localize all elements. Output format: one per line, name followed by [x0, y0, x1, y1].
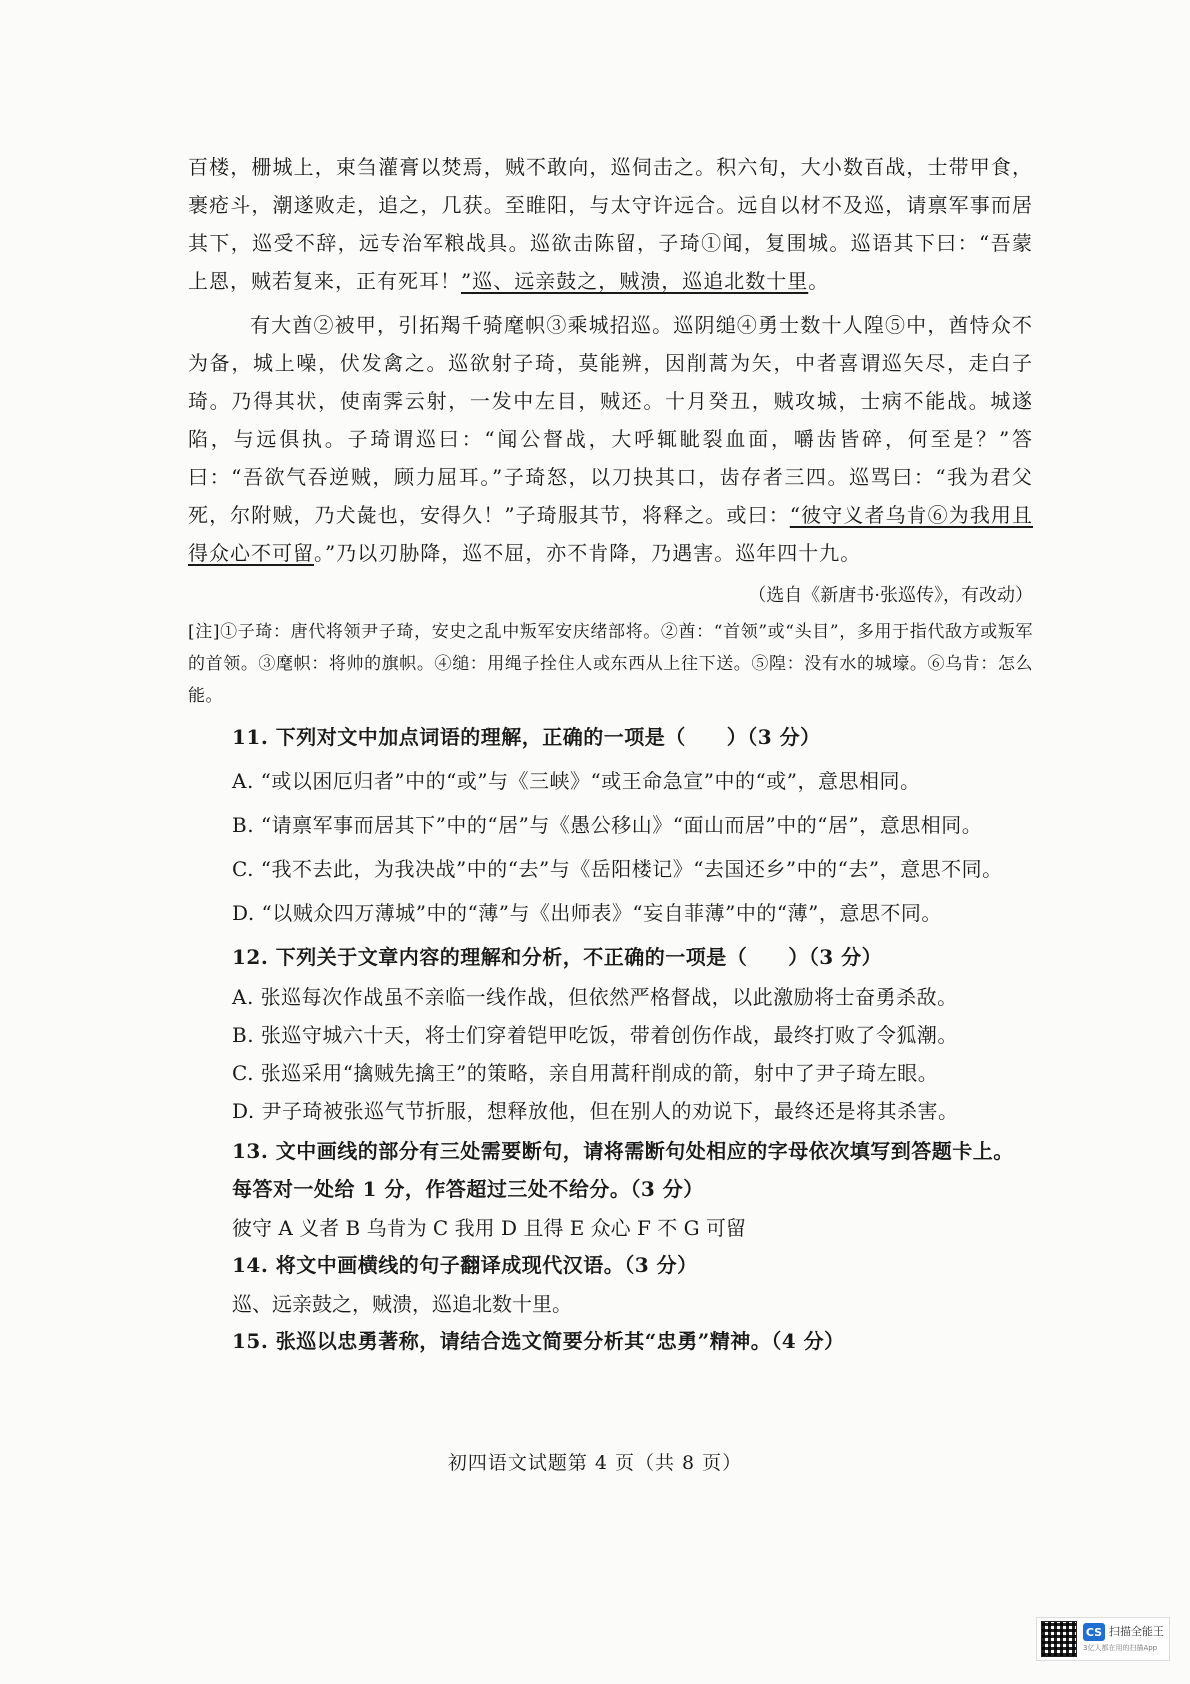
question-11-option-a: A. “或以困厄归者”中的“或”与《三峡》“或王命急宣”中的“或”，意思相同。 — [232, 769, 921, 793]
passage-paragraph-1 — [188, 148, 1033, 300]
passage-text: 百楼，栅城上，束刍灌膏以焚焉，贼不敢向，巡伺击之。积六旬，大小数百战，士带甲食，裹疮斗，潮遂败走，追之，几获。至睢阳，与太守许远合。远自以材不及巡，请禀军事而居其下，巡受不辞，远专治军粮战具。巡欲击陈留，子琦①闻，复围城。巡语其下曰：“吾蒙上恩，贼若复来，正有死耳！ — [188, 155, 1033, 293]
underlined-sentence: ”巡、远亲鼓之，贼溃，巡追北数十里 — [461, 269, 809, 293]
question-14-stem: 14. 将文中画横线的句子翻译成现代汉语。（3 分） — [232, 1253, 698, 1277]
question-11-option-c: C. “我不去此，为我决战”中的“去”与《岳阳楼记》“去国还乡”中的“去”，意思不同。 — [232, 857, 1003, 881]
underlined-segment: “彼守义者乌肯⑥为我用且得众心不可留 — [188, 503, 1033, 565]
exam-page — [188, 148, 1033, 1360]
question-12-option-c: C. 张巡采用“擒贼先擒王”的策略，亲自用蒿秆削成的箭，射中了尹子琦左眼。 — [232, 1061, 939, 1085]
passage-text: 。”乃以刃胁降，巡不屈，亦不肯降，乃遇害。巡年四十九。 — [314, 541, 862, 565]
qr-code-icon — [1041, 1621, 1077, 1657]
question-15-stem: 15. 张巡以忠勇著称，请结合选文简要分析其“忠勇”精神。（4 分） — [232, 1329, 845, 1353]
question-12-option-a: A. 张巡每次作战虽不亲临一线作战，但依然严格督战，以此激励将士奋勇杀敌。 — [232, 985, 958, 1009]
passage-text: 。 — [808, 269, 830, 293]
scanner-subtitle: 3亿人都在用的扫描App — [1083, 1644, 1158, 1652]
question-11-option-d: D. “以贼众四万薄城”中的“薄”与《出师表》“妄自菲薄”中的“薄”，意思不同。 — [232, 901, 942, 925]
question-13-stem: 13. 文中画线的部分有三处需要断句，请将需断句处相应的字母依次填写到答题卡上。每答对一处给 1 分，作答超过三处不给分。（3 分） — [232, 1139, 1014, 1201]
question-12-option-d: D. 尹子琦被张巡气节折服，想释放他，但在别人的劝说下，最终还是将其杀害。 — [232, 1099, 959, 1123]
annotation-notes: [注]①子琦：唐代将领尹子琦，安史之乱中叛军安庆绪部将。②酋：“首领”或“头目”，多用于指代敌方或叛军的首领。③麾帜：将帅的旗帜。④缒：用绳子拴住人或东西从上往下送。⑤隍：没有水的城壕。⑥乌肯：怎么能。 — [188, 622, 1033, 706]
question-14-text: 巡、远亲鼓之，贼溃，巡追北数十里。 — [232, 1292, 572, 1316]
question-12-option-b: B. 张巡守城六十天，将士们穿着铠甲吃饭，带着创伤作战，最终打败了令狐潮。 — [232, 1023, 958, 1047]
page-footer: 初四语文试题第 4 页（共 8 页） — [447, 1452, 743, 1474]
scanner-watermark — [1036, 1617, 1170, 1661]
question-11-stem: 11. 下列对文中加点词语的理解，正确的一项是（ ）（3 分） — [232, 725, 821, 749]
scanner-title: 扫描全能王 — [1109, 1625, 1164, 1638]
passage-text: 有大酋②被甲，引拓羯千骑麾帜③乘城招巡。巡阴缒④勇士数十人隍⑤中，酋恃众不为备，城上噪，伏发禽之。巡欲射子琦，莫能辨，因削蒿为矢，中者喜谓巡矢尽，走白子琦。乃得其状，使南霁云射，一发中左目，贼还。十月癸丑，贼攻城，士病不能战。城遂陷，与远俱执。子琦谓巡曰：“闻公督战，大呼辄眦裂血面，嚼齿皆碎，何至是？”答曰：“吾欲气吞逆贼，顾力屈耳。”子琦怒，以刀抉其口，齿存者三四。巡骂曰：“我为君父死，尔附贼，乃犬彘也，安得久！”子琦服其节，将释之。或曰： — [188, 313, 1033, 527]
passage-source: （选自《新唐书·张巡传》，有改动） — [748, 585, 1033, 606]
cs-logo-icon: CS — [1083, 1623, 1105, 1641]
question-12-stem: 12. 下列关于文章内容的理解和分析，不正确的一项是（ ）（3 分） — [232, 945, 883, 969]
question-13-text: 彼守 A 义者 B 乌肯为 C 我用 D 且得 E 众心 F 不 G 可留 — [232, 1216, 746, 1240]
question-11-option-b: B. “请禀军事而居其下”中的“居”与《愚公移山》“面山而居”中的“居”，意思相同。 — [232, 813, 983, 837]
passage-paragraph-2 — [188, 306, 1033, 572]
